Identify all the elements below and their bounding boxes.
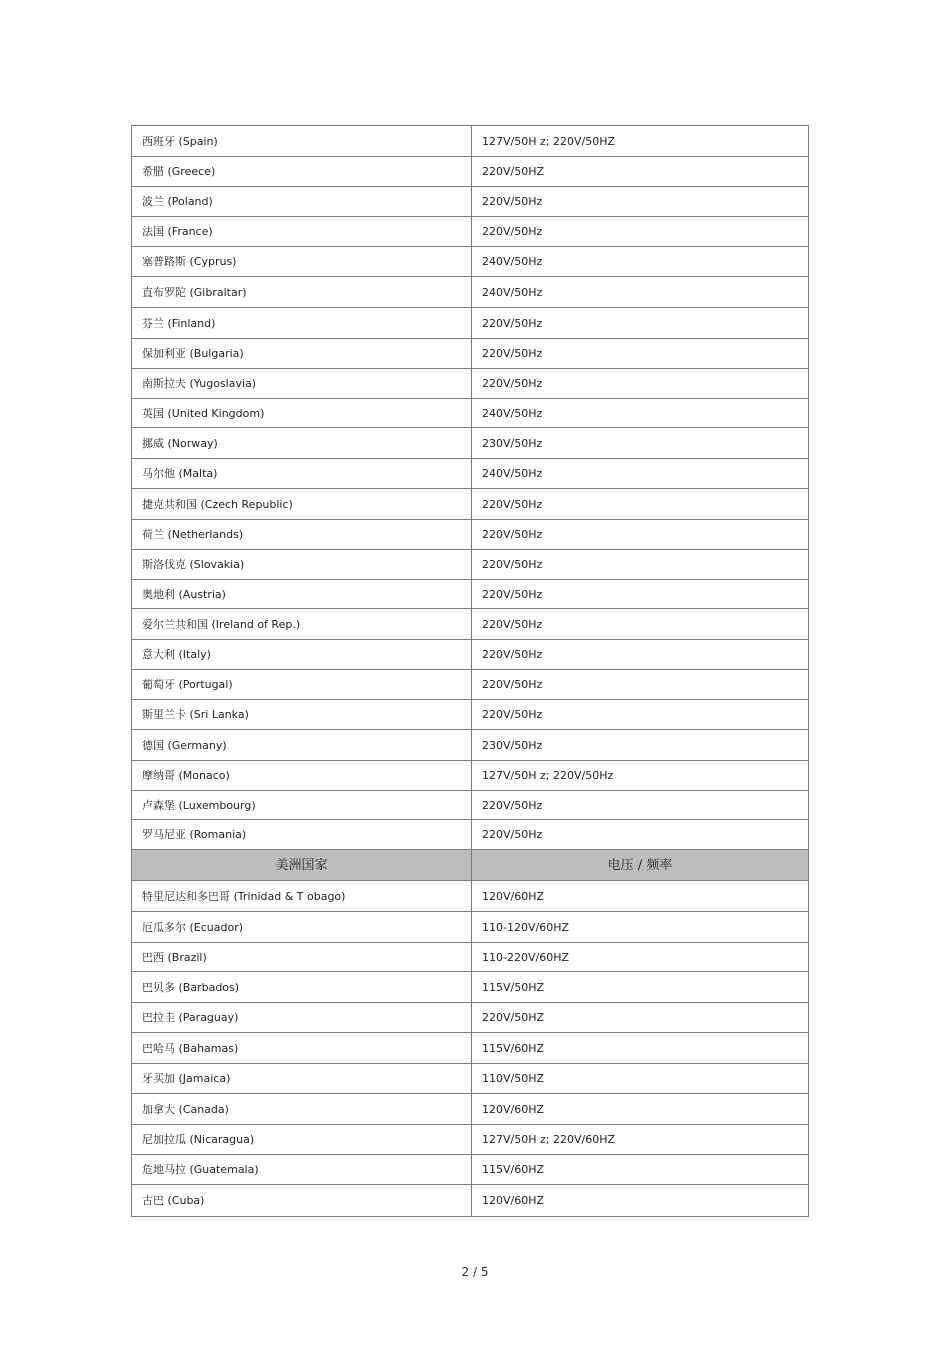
voltage-cell: 110-120V/60HZ (472, 912, 809, 943)
country-cell: 厄瓜多尔 (Ecuador) (132, 912, 472, 943)
country-cell: 巴哈马 (Bahamas) (132, 1033, 472, 1064)
voltage-cell: 230V/50Hz (472, 428, 809, 459)
country-cell: 保加利亚 (Bulgaria) (132, 339, 472, 369)
voltage-cell: 115V/50HZ (472, 972, 809, 1003)
voltage-cell: 220V/50Hz (472, 609, 809, 640)
country-cell: 巴贝多 (Barbados) (132, 972, 472, 1003)
country-cell: 斯洛伐克 (Slovakia) (132, 550, 472, 580)
table-row (132, 399, 809, 428)
page-number: 2 / 5 (461, 1265, 489, 1279)
europe-section (132, 126, 809, 850)
voltage-cell: 120V/60HZ (472, 1094, 809, 1125)
country-cell: 尼加拉瓜 (Nicaragua) (132, 1125, 472, 1155)
country-cell: 牙买加 (Jamaica) (132, 1064, 472, 1094)
table-row (132, 277, 809, 308)
table-row (132, 670, 809, 700)
country-cell: 希腊 (Greece) (132, 157, 472, 187)
americas-voltage-header: 电压 / 频率 (472, 850, 809, 881)
country-cell: 马尔他 (Malta) (132, 459, 472, 489)
country-cell: 挪威 (Norway) (132, 428, 472, 459)
country-cell: 罗马尼亚 (Romania) (132, 820, 472, 850)
voltage-cell: 240V/50Hz (472, 277, 809, 308)
country-cell: 古巴 (Cuba) (132, 1185, 472, 1217)
country-cell: 荷兰 (Netherlands) (132, 520, 472, 550)
table-row (132, 730, 809, 761)
country-cell: 特里尼达和多巴哥 (Trinidad & T obago) (132, 881, 472, 912)
voltage-cell: 240V/50Hz (472, 247, 809, 277)
country-cell: 芬兰 (Finland) (132, 308, 472, 339)
voltage-cell: 220V/50Hz (472, 217, 809, 247)
table-row (132, 157, 809, 187)
country-cell: 葡萄牙 (Portugal) (132, 670, 472, 700)
country-cell: 波兰 (Poland) (132, 187, 472, 217)
country-cell: 巴西 (Brazil) (132, 943, 472, 972)
table-row (132, 1064, 809, 1094)
table-row (132, 881, 809, 912)
country-cell: 德国 (Germany) (132, 730, 472, 761)
voltage-cell: 110V/50HZ (472, 1064, 809, 1094)
country-cell: 南斯拉夫 (Yugoslavia) (132, 369, 472, 399)
voltage-cell: 220V/50Hz (472, 520, 809, 550)
voltage-cell: 220V/50Hz (472, 187, 809, 217)
table-row (132, 1094, 809, 1125)
table-row (132, 550, 809, 580)
table-row (132, 972, 809, 1003)
table-row (132, 1155, 809, 1185)
country-cell: 加拿大 (Canada) (132, 1094, 472, 1125)
voltage-cell: 220V/50Hz (472, 640, 809, 670)
voltage-cell: 220V/50Hz (472, 489, 809, 520)
country-cell: 巴拉圭 (Paraguay) (132, 1003, 472, 1033)
table-row (132, 700, 809, 730)
voltage-cell: 220V/50HZ (472, 1003, 809, 1033)
country-cell: 危地马拉 (Guatemala) (132, 1155, 472, 1185)
table-row (132, 609, 809, 640)
voltage-cell: 220V/50HZ (472, 157, 809, 187)
table-row (132, 247, 809, 277)
table-row (132, 339, 809, 369)
country-cell: 直布罗陀 (Gibraltar) (132, 277, 472, 308)
voltage-cell: 220V/50Hz (472, 339, 809, 369)
voltage-cell: 230V/50Hz (472, 730, 809, 761)
table-row (132, 489, 809, 520)
table-row (132, 580, 809, 609)
country-cell: 塞普路斯 (Cyprus) (132, 247, 472, 277)
voltage-cell: 220V/50Hz (472, 820, 809, 850)
country-cell: 爱尔兰共和国 (Ireland of Rep.) (132, 609, 472, 640)
voltage-cell: 120V/60HZ (472, 881, 809, 912)
voltage-cell: 220V/50Hz (472, 670, 809, 700)
americas-country-header: 美洲国家 (132, 850, 472, 881)
country-cell: 捷克共和国 (Czech Republic) (132, 489, 472, 520)
voltage-cell: 220V/50Hz (472, 700, 809, 730)
table-row (132, 820, 809, 850)
voltage-cell: 220V/50Hz (472, 308, 809, 339)
table-row (132, 761, 809, 791)
voltage-cell: 240V/50Hz (472, 459, 809, 489)
table-row (132, 1003, 809, 1033)
country-cell: 奥地利 (Austria) (132, 580, 472, 609)
voltage-cell: 240V/50Hz (472, 399, 809, 428)
table-row (132, 308, 809, 339)
voltage-cell: 127V/50H z; 220V/50HZ (472, 126, 809, 157)
voltage-table (131, 125, 809, 1217)
voltage-cell: 115V/60HZ (472, 1033, 809, 1064)
table-row (132, 187, 809, 217)
table-row (132, 126, 809, 157)
table-row (132, 1125, 809, 1155)
table-row (132, 912, 809, 943)
country-cell: 斯里兰卡 (Sri Lanka) (132, 700, 472, 730)
voltage-cell: 220V/50Hz (472, 550, 809, 580)
table-row (132, 520, 809, 550)
voltage-cell: 220V/50Hz (472, 369, 809, 399)
voltage-cell: 110-220V/60HZ (472, 943, 809, 972)
table-row (132, 640, 809, 670)
country-cell: 西班牙 (Spain) (132, 126, 472, 157)
voltage-cell: 120V/60HZ (472, 1185, 809, 1217)
country-cell: 卢森堡 (Luxembourg) (132, 791, 472, 820)
country-cell: 意大利 (Italy) (132, 640, 472, 670)
voltage-cell: 220V/50Hz (472, 791, 809, 820)
table-row (132, 459, 809, 489)
americas-section (132, 850, 809, 1217)
table-row (132, 217, 809, 247)
voltage-cell: 220V/50Hz (472, 580, 809, 609)
table-row (132, 791, 809, 820)
table-row (132, 1033, 809, 1064)
country-cell: 摩纳哥 (Monaco) (132, 761, 472, 791)
voltage-cell: 127V/50H z; 220V/60HZ (472, 1125, 809, 1155)
americas-header-row (132, 850, 809, 881)
voltage-cell: 127V/50H z; 220V/50Hz (472, 761, 809, 791)
table-row (132, 428, 809, 459)
country-cell: 法国 (France) (132, 217, 472, 247)
voltage-cell: 115V/60HZ (472, 1155, 809, 1185)
country-cell: 英国 (United Kingdom) (132, 399, 472, 428)
table-row (132, 943, 809, 972)
table-row (132, 1185, 809, 1217)
table-row (132, 369, 809, 399)
